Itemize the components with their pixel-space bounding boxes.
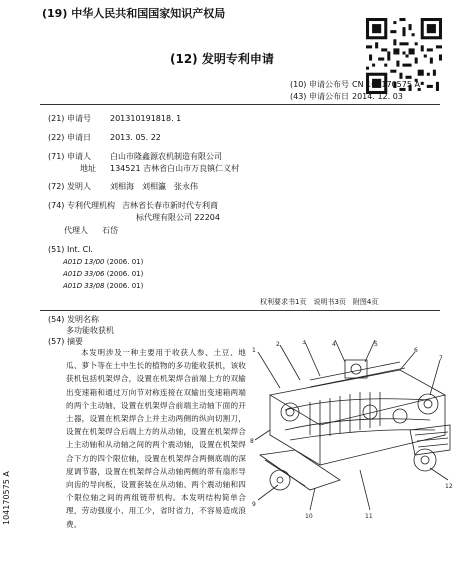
pub-no: CN 104170575 A	[352, 80, 420, 89]
app-date-label: (22) 申请日	[48, 133, 91, 142]
page-counts: 权利要求书1页 说明书3页 附图4页	[260, 298, 379, 306]
svg-text:10: 10	[305, 513, 313, 520]
svg-text:11: 11	[365, 513, 373, 520]
abstract-text: 本发明涉及一种主要用于收获人参、土豆、地瓜、萝卜等在土中生长的植物的多功能收获机，该收获机包括机架焊合，设置在机架焊合前端上方的双输出变速箱和通过万向节对称连接在双输出变速箱两端的两个主动轴，设置在机架焊合前端主动轴下面的开土器，设置在机架焊合上并主动两侧的纵向切割刀，设置在机架焊合后端上方的从动轴，设置在机架焊合上主动轴和从动轴之间的两个震动轴，设置在机架焊合下方的四个限位轴，设置在机架焊合两侧底端的深度调节器，设置在机架焊合从动轴两侧的带有扇形导向齿的导向板，设置套装在从动轴、两个震动轴和四个限位轴之间的两组链带机构。本发明结构简单合理，劳动强度小、用工少，省时省力，不容易造成浪费。	[66, 348, 246, 529]
svg-text:5: 5	[374, 341, 378, 348]
agent: 石岱	[102, 226, 118, 235]
intcl-year: (2006. 01)	[106, 282, 144, 290]
address: 134521 吉林省白山市万良镇仁义村	[110, 164, 240, 173]
svg-text:4: 4	[332, 341, 336, 348]
app-no-label: (21) 申请号	[48, 114, 91, 123]
harvester-drawing-icon	[250, 340, 455, 525]
svg-text:9: 9	[252, 501, 256, 508]
intcl-code: A01D 33/08	[63, 282, 105, 290]
address-label: 地址	[80, 164, 96, 173]
agent-label: 代理人	[64, 226, 88, 235]
applicant: 白山市隆鑫源农机制造有限公司	[110, 152, 222, 161]
agency-line2: 标代理有限公司 22204	[136, 213, 220, 222]
svg-text:6: 6	[414, 347, 418, 354]
title-label: (54) 发明名称	[48, 315, 99, 324]
inventors: 刘相海 刘相瀛 张永伟	[110, 182, 198, 191]
intcl-code: A01D 33/06	[63, 270, 105, 278]
svg-text:7: 7	[439, 355, 443, 362]
intcl-code: A01D 13/00	[63, 258, 105, 266]
intcl-row	[63, 282, 143, 291]
intcl-label: (51) Int. Cl.	[48, 245, 93, 254]
app-no: 201310191818. 1	[110, 114, 182, 123]
svg-text:3: 3	[302, 340, 306, 346]
intcl-year: (2006. 01)	[106, 270, 144, 278]
intcl-year: (2006. 01)	[106, 258, 144, 266]
applicant-label: (71) 申请人	[48, 152, 91, 161]
agency-label: (74) 专利代理机构	[48, 201, 115, 210]
doc-type: (12) 发明专利申请	[170, 52, 274, 66]
intcl-row	[63, 270, 143, 279]
pub-date: 2014. 12. 03	[352, 92, 403, 101]
svg-text:1: 1	[252, 347, 256, 354]
side-publication-number: 104170575 A	[2, 471, 11, 525]
header-rule	[40, 104, 440, 105]
pub-no-label: (10) 申请公布号	[290, 80, 349, 89]
app-date: 2013. 05. 22	[110, 133, 161, 142]
svg-text:2: 2	[276, 341, 280, 348]
pages-rule	[40, 310, 440, 311]
svg-text:12: 12	[445, 483, 453, 490]
pub-date-label: (43) 申请公布日	[290, 92, 349, 101]
office-name: (19) 中华人民共和国国家知识产权局	[42, 7, 226, 20]
agency-line1: 吉林省长春市新时代专利商	[122, 201, 218, 210]
inventors-label: (72) 发明人	[48, 182, 91, 191]
abstract-label: (57) 摘要	[48, 337, 83, 346]
intcl-row	[63, 258, 143, 267]
svg-text:8: 8	[250, 438, 254, 445]
invention-title: 多功能收获机	[66, 326, 114, 335]
